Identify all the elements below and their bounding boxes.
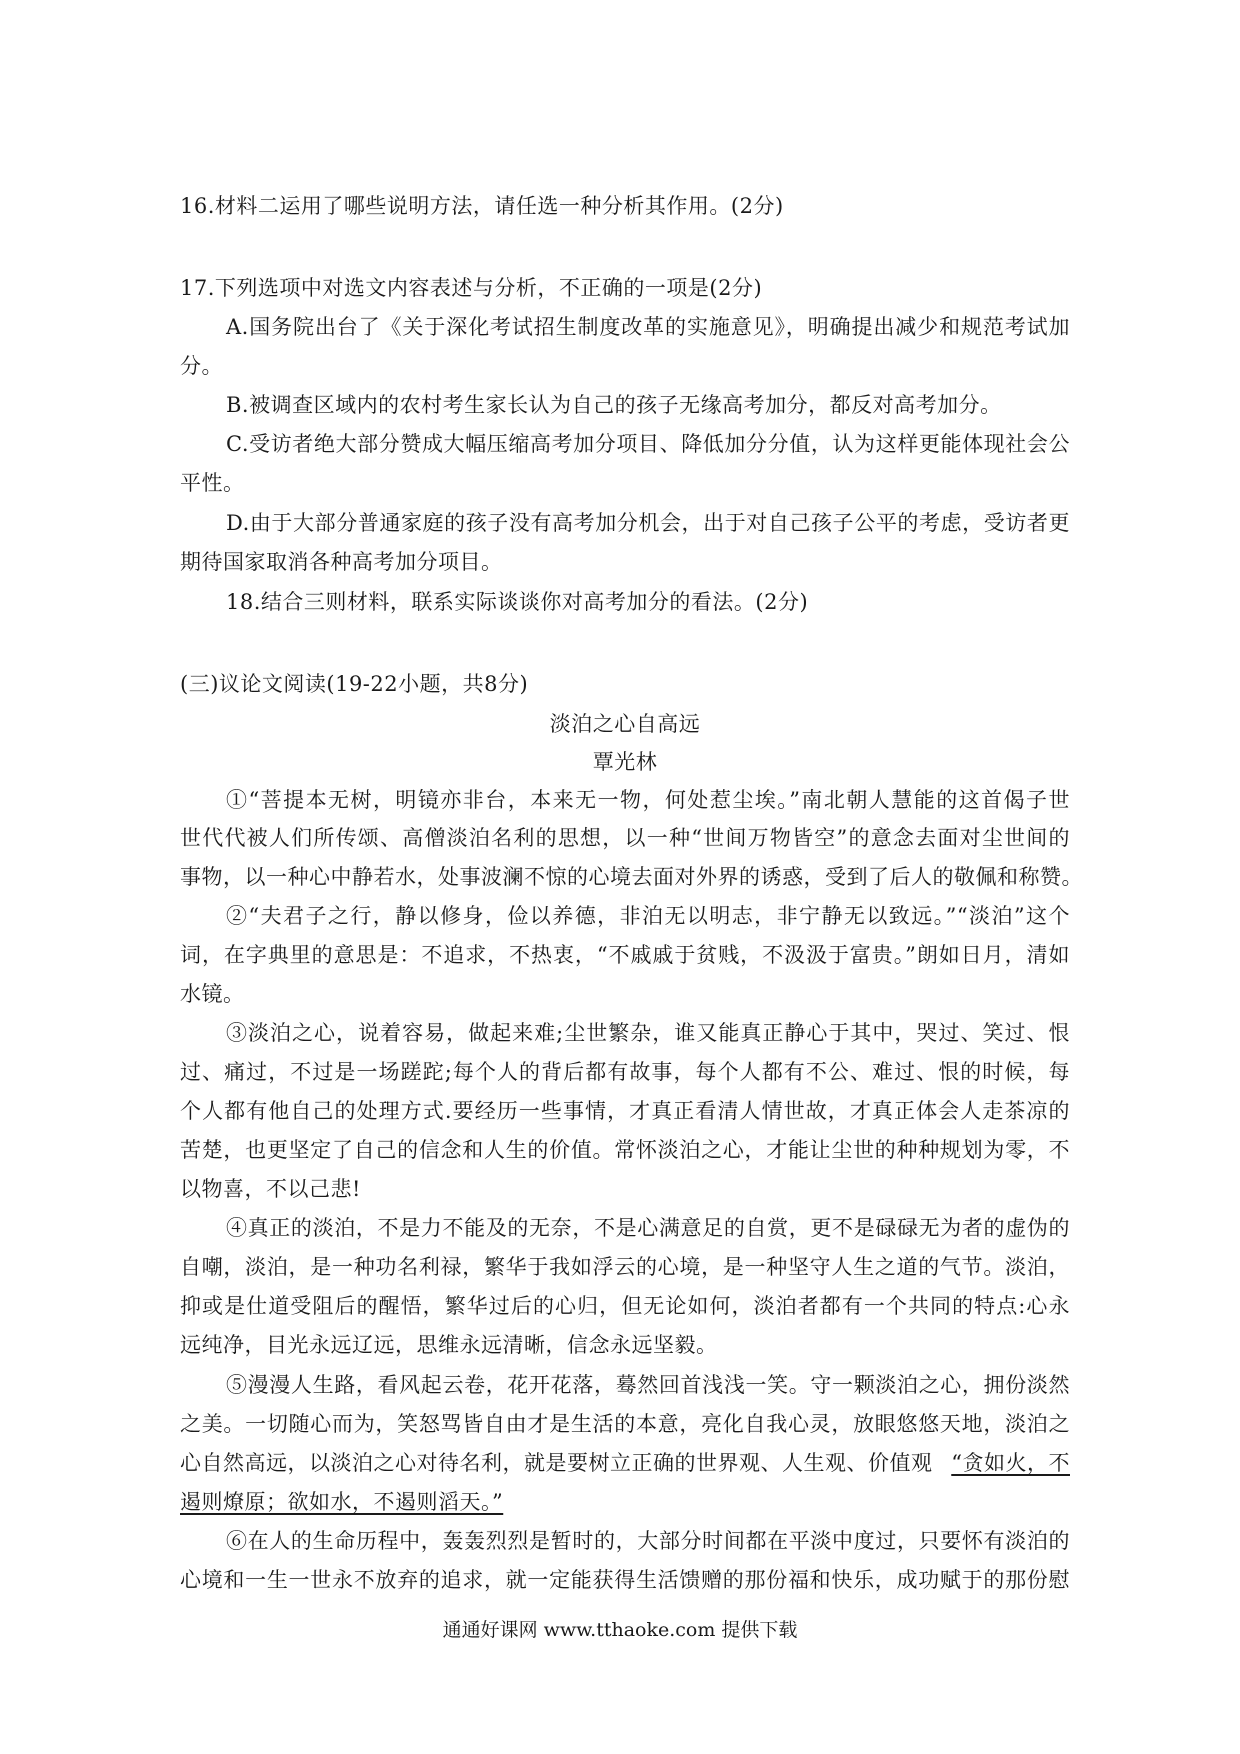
option-a-line-1: A.国务院出台了《关于深化考试招生制度改革的实施意见》，明确提出减少和规范考试加 — [226, 315, 1070, 339]
underlined-quote-end: 遏则燎原；欲如水，不遏则滔天。” — [180, 1490, 504, 1514]
essay-title: 淡泊之心自高远 — [549, 712, 701, 736]
paragraph-3-line-4: 苦楚，也更坚定了自己的信念和人生的价值。常怀淡泊之心，才能让尘世的种种规划为零，不 — [180, 1138, 1070, 1162]
paragraph-3-line-5: 以物喜，不以己悲! — [180, 1177, 361, 1201]
paragraph-2-line-2: 词，在字典里的意思是：不追求，不热衷，“不戚戚于贫贱，不汲汲于富贵。”朗如日月，清如 — [180, 943, 1070, 967]
paragraph-2-line-1: ②“夫君子之行，静以修身，俭以养德，非泊无以明志，非宁静无以致远。”“淡泊”这个 — [226, 904, 1070, 928]
option-d-line-1: D.由于大部分普通家庭的孩子没有高考加分机会，出于对自己孩子公平的考虑，受访者更 — [226, 511, 1070, 535]
paragraph-5-line-3-text: 心自然高远，以淡泊之心对待名利，就是要树立正确的世界观、人生观、价值观 — [180, 1451, 933, 1475]
option-b: B.被调查区域内的农村考生家长认为自己的孩子无缘高考加分，都反对高考加分。 — [226, 393, 1002, 417]
paragraph-4-line-2: 自嘲，淡泊，是一种功名利禄，繁华于我如浮云的心境，是一种坚守人生之道的气节。淡泊， — [180, 1255, 1070, 1279]
paragraph-4-line-4: 远纯净，目光永远辽远，思维永远清晰，信念永远坚毅。 — [180, 1333, 718, 1357]
paragraph-4-line-3: 抑或是仕道受阻后的醒悟，繁华过后的心归，但无论如何，淡泊者都有一个共同的特点:心永 — [180, 1294, 1070, 1318]
paragraph-5-line-2: 之美。一切随心而为，笑怒骂皆自由才是生活的本意，亮化自我心灵，放眼悠悠天地，淡泊之 — [180, 1412, 1070, 1436]
option-d-line-2: 期待国家取消各种高考加分项目。 — [180, 550, 503, 574]
paragraph-6-line-2: 心境和一生一世永不放弃的追求，就一定能获得生活馈赠的那份福和快乐，成功赋于的那份慰 — [180, 1568, 1070, 1592]
paragraph-5-line-3 — [180, 1447, 1070, 1479]
option-a-line-2: 分。 — [180, 354, 223, 378]
paragraph-3-line-2: 过、痛过，不过是一场蹉跎;每个人的背后都有故事，每个人都有不公、难过、恨的时候，每 — [180, 1060, 1070, 1084]
question-16: 16.材料二运用了哪些说明方法，请任选一种分析其作用。(2分) — [180, 194, 784, 218]
paragraph-2-line-3: 水镜。 — [180, 982, 245, 1006]
question-18: 18.结合三则材料，联系实际谈谈你对高考加分的看法。(2分) — [226, 590, 809, 614]
option-c-line-2: 平性。 — [180, 471, 245, 495]
question-17-stem: 17.下列选项中对选文内容表述与分析，不正确的一项是(2分) — [180, 276, 763, 300]
paragraph-1-line-3: 事物，以一种心中静若水，处事波澜不惊的心境去面对外界的诱惑，受到了后人的敬佩和称赞。 — [180, 865, 1083, 889]
section-heading: (三)议论文阅读(19-22小题，共8分) — [180, 672, 529, 696]
paragraph-1-line-1: ①“菩提本无树，明镜亦非台，本来无一物，何处惹尘埃。”南北朝人慧能的这首偈子世 — [226, 788, 1070, 812]
paragraph-5-line-4 — [180, 1486, 1070, 1518]
paragraph-3-line-3: 个人都有他自己的处理方式.要经历一些事情，才真正看清人情世故，才真正体会人走茶凉的 — [180, 1099, 1070, 1123]
paragraph-5-line-1: ⑤漫漫人生路，看风起云卷，花开花落，蓦然回首浅浅一笑。守一颗淡泊之心，拥份淡然 — [226, 1373, 1070, 1397]
paragraph-4-line-1: ④真正的淡泊，不是力不能及的无奈，不是心满意足的自赏，更不是碌碌无为者的虚伪的 — [226, 1216, 1070, 1240]
paragraph-1-line-2: 世代代被人们所传颂、高僧淡泊名利的思想，以一种“世间万物皆空”的意念去面对尘世间的 — [180, 826, 1070, 850]
essay-author: 覃光林 — [592, 750, 658, 774]
underlined-quote-start: “贪如火，不 — [951, 1451, 1070, 1475]
page-footer: 通通好课网 www.tthaoke.com 提供下载 — [442, 1619, 798, 1641]
option-c-line-1: C.受访者绝大部分赞成大幅压缩高考加分项目、降低加分分值，认为这样更能体现社会公 — [226, 432, 1070, 456]
paragraph-6-line-1: ⑥在人的生命历程中，轰轰烈烈是暂时的，大部分时间都在平淡中度过，只要怀有淡泊的 — [226, 1529, 1070, 1553]
paragraph-3-line-1: ③淡泊之心，说着容易，做起来难;尘世繁杂，谁又能真正静心于其中，哭过、笑过、恨 — [226, 1021, 1070, 1045]
